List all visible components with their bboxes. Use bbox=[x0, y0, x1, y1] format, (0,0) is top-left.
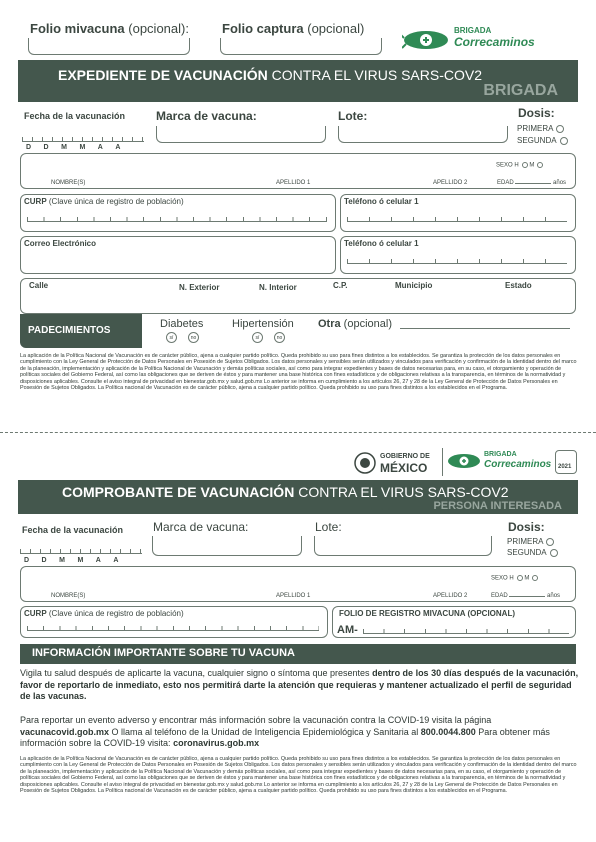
edad-field: EDAD años bbox=[497, 180, 567, 186]
lote-label: Lote: bbox=[338, 109, 368, 123]
cut-line bbox=[0, 432, 596, 433]
sexo-field: SEXO H M bbox=[496, 162, 543, 169]
nombres-label: NOMBRE(S) bbox=[51, 180, 86, 186]
legal-text-1: La aplicación de la Política Nacional de Vacunación es de carácter público, ajena a cualquier partido político. Queda prohibido su uso para fines distintos a los establecidos. Se garantiza la protección de los datos personales en cumplimiento con la Ley General de Protección de Datos Personales en Posesión de Sujetos Obligados. Los datos personales y sensibles serán utilizados y vinculados para verificación y confirmación de la identidad dentro del marco de la planeación, implementación y aplicación de la Política Nacional de Vacunación y demás políticas sociales, así como para integrar expedientes y bases de datos necesarias para, en su caso, el otorgamiento y operación de políticas sociales del Gobierno Federal, así como las obligaciones que se deriven de éstos y para mantener una base histórica con fines estadísticos y de obligaciones relativas a la transparencia, en términos de la normatividad y disposiciones aplicables. Consulte el aviso integral de privacidad en bienestar.gob.mx y salud.gob.mx Lo anterior se informa en cumplimiento a los artículos 26, 27 y 28 de la Ley General de Protección de Datos Personales en Posesión de Sujetos Obligados. La Política nacional de Vacunación es de carácter público, ajena a cualquier partido político. Queda prohibido su uso para fines distintos a los establecidos en el Programa. bbox=[20, 353, 577, 392]
comprobante-header bbox=[18, 480, 578, 514]
hipertension-no[interactable]: no bbox=[274, 332, 285, 343]
segunda-radio bbox=[560, 137, 568, 145]
year-badge: 2021 bbox=[555, 450, 577, 474]
diabetes-si[interactable]: sí bbox=[166, 332, 177, 343]
c-curp-box[interactable]: CURP (Clave única de registro de población) bbox=[20, 606, 328, 638]
brigada-correcaminos-logo: BRIGADA Correcaminos bbox=[402, 24, 542, 54]
info-header: INFORMACIÓN IMPORTANTE SOBRE TU VACUNA bbox=[20, 644, 576, 664]
c-fecha-field[interactable] bbox=[20, 549, 142, 554]
folio-mivacuna-field[interactable] bbox=[28, 38, 190, 55]
logo-divider bbox=[442, 448, 443, 476]
expediente-header bbox=[18, 60, 578, 102]
marca-label: Marca de vacuna: bbox=[156, 109, 257, 123]
comprobante-subtitle: PERSONA INTERESADA bbox=[433, 500, 562, 512]
info-paragraph-1: Vigila tu salud después de aplicarte la vacuna, cualquier signo o síntoma que presentes dentro de los 30 días después de la vacunación, favor de reportarlo de inmediato, esto nos permitirá darte la atención que requieras y mantener actualizado el perfil de seguridad de las vacunas. bbox=[20, 668, 579, 701]
correo-box[interactable]: Correo Electrónico bbox=[20, 236, 336, 274]
padecimientos-band: PADECIMIENTOS bbox=[20, 314, 142, 348]
escudo-icon bbox=[354, 452, 376, 474]
roadrunner-icon-2 bbox=[446, 448, 484, 472]
telefono2-box[interactable]: Teléfono ó celular 1 bbox=[340, 236, 576, 274]
folio-mivacuna-label: Folio mivacuna (opcional): bbox=[30, 21, 189, 36]
phone-link[interactable]: 800.0044.800 bbox=[420, 726, 476, 737]
primera-radio bbox=[556, 125, 564, 133]
folio-captura-field[interactable] bbox=[220, 38, 382, 55]
gobierno-mexico-logo: GOBIERNO DE MÉXICO bbox=[354, 450, 444, 476]
c-nombre-box[interactable]: NOMBRE(S) APELLIDO 1 APELLIDO 2 SEXO H M EDAD años bbox=[20, 566, 576, 602]
segunda-option[interactable]: SEGUNDA bbox=[517, 136, 568, 145]
c-marca-label: Marca de vacuna: bbox=[153, 520, 249, 534]
diabetes-label: Diabetes bbox=[160, 318, 204, 330]
c-date-letters: DDMMAA bbox=[24, 557, 131, 564]
curp-box[interactable]: CURP (Clave única de registro de población) bbox=[20, 194, 336, 232]
hipertension-label: Hipertensión bbox=[232, 318, 294, 330]
vacunacovid-link[interactable]: vacunacovid.gob.mx bbox=[20, 726, 110, 737]
c-lote-label: Lote: bbox=[315, 520, 342, 534]
dosis-label: Dosis: bbox=[518, 106, 555, 120]
c-lote-field[interactable] bbox=[314, 536, 492, 556]
marca-field[interactable] bbox=[156, 126, 326, 143]
apellido2-label: APELLIDO 2 bbox=[433, 180, 468, 186]
otra-label: Otra (opcional) bbox=[318, 318, 392, 330]
comprobante-title: COMPROBANTE DE VACUNACIÓN CONTRA EL VIRUS SARS-COV2 bbox=[62, 484, 509, 500]
coronavirus-link[interactable]: coronavirus.gob.mx bbox=[173, 738, 260, 748]
telefono-box[interactable]: Teléfono ó celular 1 bbox=[340, 194, 576, 232]
folio-captura-label: Folio captura (opcional) bbox=[222, 21, 365, 36]
diabetes-no[interactable]: no bbox=[188, 332, 199, 343]
date-letters: DDMMAA bbox=[26, 144, 133, 151]
roadrunner-icon bbox=[402, 24, 454, 54]
expediente-subtitle: BRIGADA bbox=[483, 82, 558, 99]
c-fecha-label: Fecha de la vacunación bbox=[22, 525, 124, 535]
primera-option[interactable]: PRIMERA bbox=[517, 124, 564, 133]
c-primera-option[interactable]: PRIMERA bbox=[507, 537, 554, 546]
c-marca-field[interactable] bbox=[152, 536, 302, 556]
legal-text-2: La aplicación de la Política Nacional de Vacunación es de carácter público, ajena a cualquier partido político. Queda prohibido su uso para fines distintos a los establecidos. Se garantiza la protección de los datos personales en cumplimiento con la Ley General de Protección de Datos Personales en Posesión de Sujetos Obligados. Los datos personales y sensibles serán utilizados y vinculados para verificación y confirmación de la identidad dentro del marco de la planeación, implementación y aplicación de la Política Nacional de Vacunación y demás políticas sociales, así como para integrar expedientes y bases de datos necesarias para, en su caso, el otorgamiento y operación de políticas sociales del Gobierno Federal, así como las obligaciones que se deriven de éstos y para mantener una base histórica con fines estadísticos y de obligaciones relativas a la transparencia, en términos de la normatividad y disposiciones aplicables. Consulte el aviso integral de privacidad en bienestar.gob.mx y salud.gob.mx Lo anterior se informa en cumplimiento a los artículos 26, 27 y 28 de la Ley General de Protección de Datos Personales en Posesión de Sujetos Obligados. La Política nacional de Vacunación es de carácter público, ajena a cualquier partido político. Queda prohibido su uso para fines distintos a los establecidos en el Programa. bbox=[20, 756, 577, 795]
nombre-box[interactable] bbox=[20, 153, 576, 189]
apellido1-label: APELLIDO 1 bbox=[276, 180, 311, 186]
info-paragraph-2: Para reportar un evento adverso y encontrar más información sobre la vacunación contra la COVID-19 visita la página vacunacovid.gob.mx O llama al teléfono de la Unidad de Inteligencia Epidemiológica y Sanitaria al 800.0044.800 Para obtener más información sobre la COVID-19 visita: coronavirus.gob.mx bbox=[20, 715, 550, 748]
c-dosis-label: Dosis: bbox=[508, 520, 545, 534]
hipertension-si[interactable]: sí bbox=[252, 332, 263, 343]
fecha-field[interactable] bbox=[22, 137, 144, 142]
c-segunda-option[interactable]: SEGUNDA bbox=[507, 548, 558, 557]
expediente-title: EXPEDIENTE DE VACUNACIÓN CONTRA EL VIRUS SARS-COV2 bbox=[58, 67, 482, 83]
otra-field[interactable] bbox=[400, 328, 570, 329]
direccion-box[interactable]: Calle N. Exterior N. Interior C.P. Municipio Estado bbox=[20, 278, 576, 314]
fecha-label: Fecha de la vacunación bbox=[24, 111, 126, 121]
lote-field[interactable] bbox=[338, 126, 508, 143]
c-folio-box[interactable]: FOLIO DE REGISTRO MIVACUNA (OPCIONAL) AM- bbox=[332, 606, 576, 638]
brigada-logo-2: BRIGADA Correcaminos bbox=[446, 448, 550, 476]
